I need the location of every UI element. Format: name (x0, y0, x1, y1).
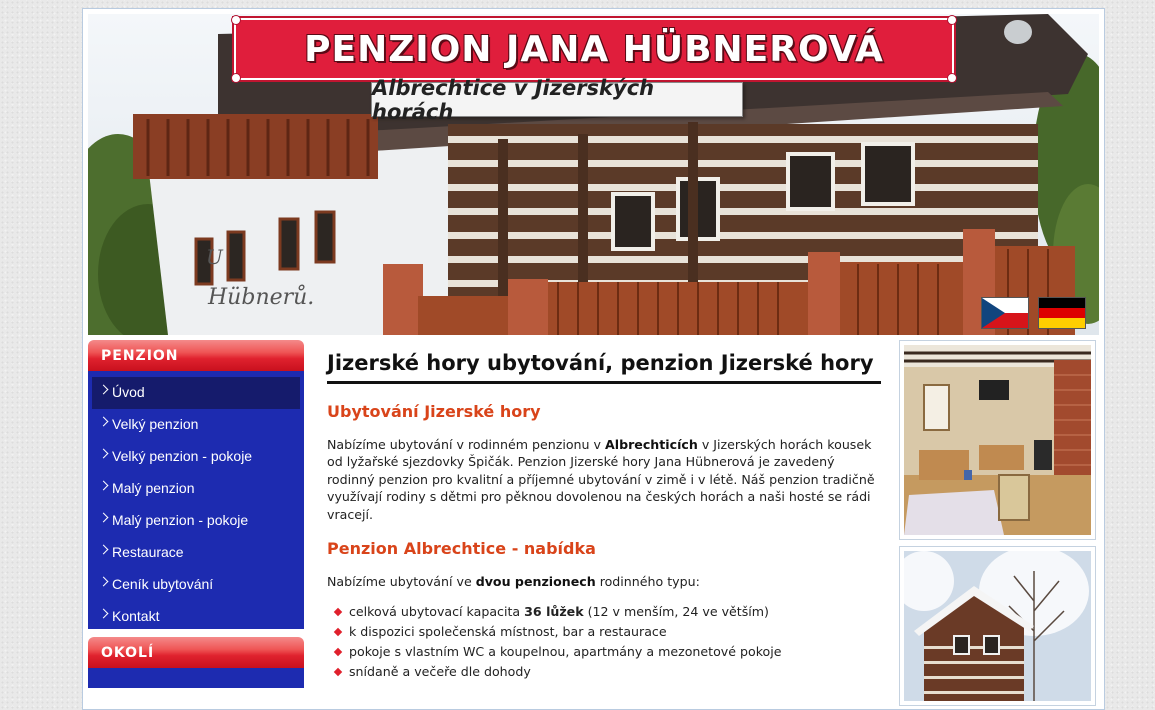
bullet-text-bold: 36 lůžek (524, 604, 584, 620)
chevron-right-icon (99, 545, 109, 555)
sidebar-item-maly-penzion-pokoje[interactable] (92, 505, 300, 537)
title-corner-dot (947, 15, 957, 25)
intro-text-c: v Jizerských horách kousek od lyžařské sjezdovky Špičák. Penzion Jizerské hory Jana Hübnerová je zavedený rodinný penzion pro kvalitní a příjemné ubytování v zimě i v létě. Náš penzion tradičně využívají rodiny s dětmi pro pěknou dovolenou na českých horách a naši hosté se rádi vracejí. (327, 437, 875, 522)
intro-text-a: Nabízíme ubytování v rodinném penzionu v (327, 437, 605, 452)
chevron-right-icon (99, 481, 109, 491)
sidebar-item-label: Ceník ubytování (112, 576, 214, 592)
list-item (327, 622, 881, 642)
sidebar-menu-okoli (88, 668, 304, 688)
cz-flag-icon (982, 298, 1028, 328)
german-flag-link[interactable] (1038, 297, 1086, 329)
bullet-text: pokoje s vlastním WC a koupelnou, apartmány a mezonetové pokoje (349, 644, 782, 660)
chevron-right-icon (99, 609, 109, 619)
sidebar-item-label: Velký penzion - pokoje (112, 448, 253, 464)
page-container (82, 8, 1105, 710)
offer-text-a: Nabízíme ubytování ve (327, 574, 476, 590)
winter-house-image (904, 551, 1091, 701)
title-corner-dot (947, 73, 957, 83)
sidebar-item-restaurace[interactable] (92, 537, 300, 569)
intro-text-bold: Albrechticích (605, 437, 698, 452)
list-item (327, 642, 881, 662)
de-flag-icon (1039, 298, 1085, 328)
intro-paragraph (327, 436, 881, 523)
diamond-bullet-icon (334, 628, 342, 636)
czech-flag-link[interactable] (981, 297, 1029, 329)
sidebar-item-label: Malý penzion - pokoje (112, 512, 249, 528)
offer-list (327, 602, 881, 682)
list-item (327, 602, 881, 622)
offer-text-c: rodinného typu: (595, 574, 700, 590)
title-corner-dot (231, 15, 241, 25)
chevron-right-icon (99, 513, 109, 523)
sidebar-item-kontakt[interactable] (92, 601, 300, 633)
restaurant-interior-image (904, 345, 1091, 535)
offer-text-bold: dvou penzionech (475, 574, 596, 590)
section-heading-nabidka: Penzion Albrechtice - nabídka (327, 539, 596, 559)
sidebar-item-label: Úvod (112, 384, 145, 400)
site-subtitle-banner (371, 75, 743, 124)
chevron-right-icon (99, 577, 109, 587)
sidebar-section-penzion-header: PENZION (88, 340, 304, 371)
chevron-right-icon (99, 417, 109, 427)
diamond-bullet-icon (334, 608, 342, 616)
site-title: PENZION JANA HÜBNEROVÁ (304, 28, 884, 70)
main-content (327, 347, 881, 682)
sidebar-item-cenik[interactable] (92, 569, 300, 601)
bullet-text-a: celková ubytovací kapacita (349, 604, 525, 620)
site-title-banner (234, 18, 954, 80)
svg-text:Hübnerů.: Hübnerů. (208, 285, 315, 310)
sidebar (88, 340, 304, 688)
chevron-right-icon (99, 385, 109, 395)
bullet-text: snídaně a večeře dle dohody (349, 664, 531, 680)
restaurant-photo[interactable] (899, 340, 1096, 540)
sidebar-item-label: Kontakt (112, 608, 160, 624)
section-heading-ubytovani: Ubytování Jizerské hory (327, 402, 541, 421)
sidebar-item-label: Restaurace (112, 544, 184, 560)
bullet-text-c: (12 v menším, 24 ve větším) (583, 604, 769, 620)
diamond-bullet-icon (334, 648, 342, 656)
header-banner (88, 14, 1099, 335)
list-item (327, 662, 881, 682)
site-subtitle: Albrechtice v Jizerských horách (372, 75, 655, 124)
sidebar-menu (88, 371, 304, 629)
sidebar-item-velky-penzion-pokoje[interactable] (92, 441, 300, 473)
page-title: Jizerské hory ubytování, penzion Jizerské hory (327, 347, 881, 384)
title-corner-dot (231, 73, 241, 83)
sidebar-item-maly-penzion[interactable] (92, 473, 300, 505)
chevron-right-icon (99, 449, 109, 459)
offer-paragraph (327, 573, 881, 590)
sidebar-item-label: Malý penzion (112, 480, 195, 496)
bullet-text: k dispozici společenská místnost, bar a restaurace (349, 624, 667, 640)
sidebar-section-okoli-header: OKOLÍ (88, 637, 304, 668)
winter-house-photo[interactable] (899, 546, 1096, 706)
diamond-bullet-icon (334, 668, 342, 676)
svg-text:U: U (206, 245, 223, 269)
sidebar-item-uvod[interactable] (92, 377, 300, 409)
sidebar-item-label: Velký penzion (112, 416, 199, 432)
sidebar-item-velky-penzion[interactable] (92, 409, 300, 441)
